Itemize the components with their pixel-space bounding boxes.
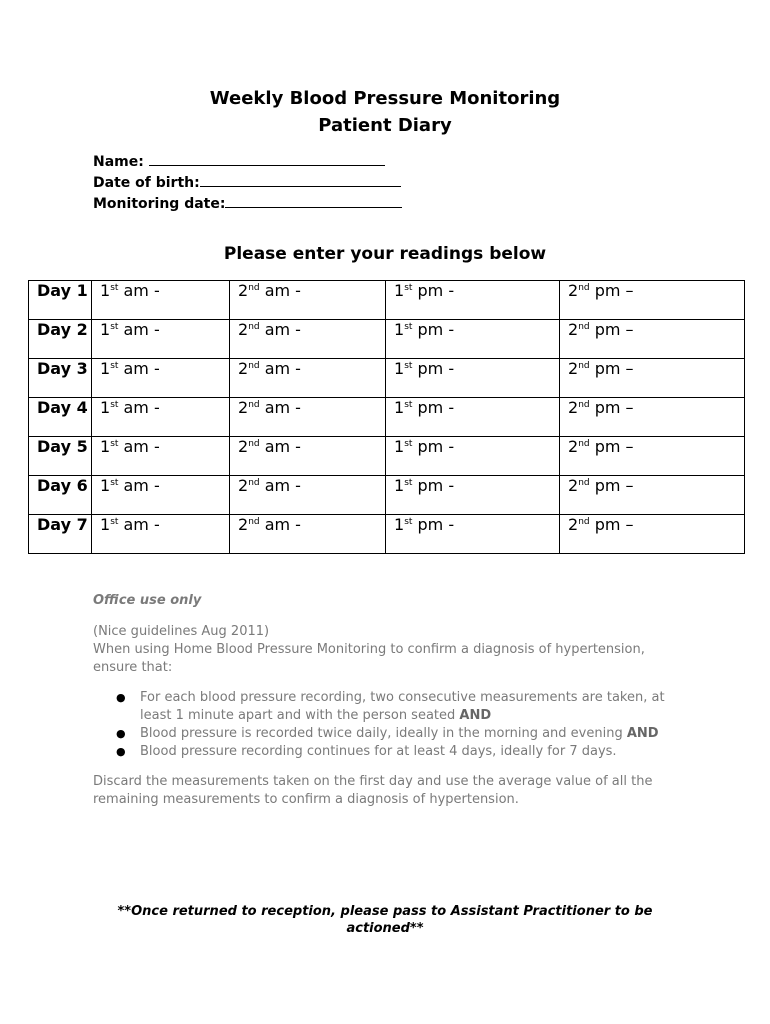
reading-ordinal: 1 (100, 398, 111, 417)
reading-ordinal-suffix: st (404, 478, 413, 488)
reading-ordinal-suffix: st (404, 439, 413, 449)
reading-ordinal: 1 (100, 476, 111, 495)
reading-period: am - (259, 359, 301, 378)
reading-ordinal-suffix: nd (578, 439, 590, 449)
reading-label (238, 320, 301, 340)
reading-ordinal: 2 (568, 515, 579, 534)
title-line-2: Patient Diary (318, 115, 452, 136)
bullet-icon: ● (116, 727, 126, 740)
reading-ordinal-suffix: nd (578, 400, 590, 410)
bullet-text: For each blood pressure recording, two consecutive measurements are taken, at least 1 minute apart and with the person seated (140, 690, 665, 723)
reading-label (568, 437, 634, 457)
reading-period: am - (118, 476, 160, 495)
reading-ordinal: 2 (568, 320, 579, 339)
reading-ordinal: 2 (238, 359, 249, 378)
reading-ordinal: 2 (238, 437, 249, 456)
reading-cell[interactable] (386, 320, 560, 359)
reading-cell[interactable] (560, 476, 745, 515)
reading-ordinal: 1 (100, 281, 111, 300)
reading-cell[interactable] (560, 359, 745, 398)
name-field[interactable] (149, 151, 385, 166)
reading-cell[interactable] (92, 437, 230, 476)
reading-label (238, 515, 301, 535)
reading-label (100, 437, 160, 457)
day-label: Day 3 (29, 359, 92, 398)
reading-ordinal: 1 (100, 359, 111, 378)
patient-details (93, 151, 402, 214)
reading-period: pm - (412, 476, 455, 495)
dob-label: Date of birth: (93, 175, 200, 191)
reading-ordinal-suffix: nd (578, 322, 590, 332)
readings-table (28, 280, 745, 554)
dob-field-row (93, 172, 402, 193)
reading-label (238, 437, 301, 457)
reading-ordinal: 2 (238, 281, 249, 300)
bullet-emphasis: AND (459, 708, 492, 723)
reading-ordinal-suffix: st (110, 400, 119, 410)
discard-note: Discard the measurements taken on the first day and use the average value of all the remaining measurements to confirm a diagnosis of hypertension. (93, 774, 653, 807)
reading-label (100, 476, 160, 496)
reading-ordinal-suffix: st (110, 517, 119, 527)
reading-label (238, 398, 301, 418)
reading-ordinal-suffix: nd (248, 283, 260, 293)
reading-ordinal-suffix: nd (578, 517, 590, 527)
reading-cell[interactable] (230, 398, 386, 437)
reading-ordinal-suffix: nd (248, 517, 260, 527)
reading-cell[interactable] (560, 320, 745, 359)
table-row (29, 515, 745, 554)
footer-note: **Once returned to reception, please pass to Assistant Practitioner to be actioned** (117, 904, 653, 936)
reading-cell[interactable] (230, 476, 386, 515)
reading-label (100, 281, 160, 301)
reading-period: am - (259, 281, 301, 300)
reading-period: am - (259, 515, 301, 534)
reading-cell[interactable] (230, 281, 386, 320)
reading-cell[interactable] (92, 359, 230, 398)
reading-period: am - (118, 359, 160, 378)
reading-label (394, 320, 454, 340)
reading-ordinal: 2 (238, 476, 249, 495)
reading-period: am - (118, 437, 160, 456)
table-row (29, 281, 745, 320)
title-line-1: Weekly Blood Pressure Monitoring (209, 88, 561, 109)
reading-period: pm - (412, 398, 455, 417)
reading-label (568, 359, 634, 379)
reading-period: am - (259, 476, 301, 495)
reading-ordinal-suffix: nd (578, 361, 590, 371)
reading-label (238, 281, 301, 301)
reading-ordinal: 1 (100, 437, 111, 456)
day-label: Day 7 (29, 515, 92, 554)
reading-period: pm - (412, 359, 455, 378)
reading-ordinal: 1 (394, 476, 405, 495)
reading-period: am - (118, 320, 160, 339)
reading-label (394, 359, 454, 379)
reading-ordinal-suffix: nd (248, 361, 260, 371)
reading-cell[interactable] (92, 398, 230, 437)
reading-ordinal: 2 (568, 476, 579, 495)
reading-label (394, 281, 454, 301)
reading-cell[interactable] (560, 398, 745, 437)
monitoring-date-label: Monitoring date: (93, 196, 226, 212)
reading-ordinal: 2 (238, 320, 249, 339)
guideline-ref-text: (Nice guidelines Aug 2011) (93, 624, 270, 639)
reading-cell[interactable] (230, 515, 386, 554)
reading-ordinal-suffix: nd (248, 478, 260, 488)
reading-period: pm – (589, 359, 634, 378)
reading-ordinal: 2 (568, 281, 579, 300)
bullet-text: Blood pressure recording continues for at least 4 days, ideally for 7 days. (140, 744, 617, 759)
reading-period: pm - (412, 281, 455, 300)
reading-ordinal: 2 (238, 515, 249, 534)
reading-ordinal-suffix: st (404, 400, 413, 410)
reading-ordinal-suffix: st (110, 478, 119, 488)
table-row (29, 398, 745, 437)
reading-label (568, 320, 634, 340)
reading-label (100, 398, 160, 418)
day-label: Day 6 (29, 476, 92, 515)
reading-period: pm – (589, 437, 634, 456)
reading-period: am - (118, 515, 160, 534)
reading-ordinal: 1 (394, 281, 405, 300)
reading-ordinal: 2 (568, 398, 579, 417)
readings-instruction: Please enter your readings below (223, 244, 547, 264)
reading-cell[interactable] (386, 437, 560, 476)
day-label: Day 4 (29, 398, 92, 437)
reading-ordinal: 2 (568, 359, 579, 378)
reading-cell[interactable] (230, 359, 386, 398)
bullet-emphasis: AND (626, 726, 659, 741)
list-item (116, 689, 683, 725)
reading-cell[interactable] (386, 515, 560, 554)
reading-ordinal-suffix: st (404, 322, 413, 332)
reading-cell[interactable] (386, 398, 560, 437)
reading-period: pm - (412, 515, 455, 534)
reading-ordinal: 1 (394, 320, 405, 339)
reading-label (238, 359, 301, 379)
reading-cell[interactable] (560, 515, 745, 554)
reading-label (238, 476, 301, 496)
reading-ordinal: 1 (394, 437, 405, 456)
list-item (116, 725, 683, 743)
reading-ordinal: 2 (238, 398, 249, 417)
reading-ordinal-suffix: st (404, 283, 413, 293)
dob-field[interactable] (200, 172, 401, 187)
reading-label (100, 359, 160, 379)
bullet-text: Blood pressure is recorded twice daily, ideally in the morning and evening (140, 726, 627, 741)
guideline-intro: When using Home Blood Pressure Monitoring to confirm a diagnosis of hypertension, ensure that: (93, 642, 645, 675)
table-row (29, 320, 745, 359)
reading-ordinal-suffix: nd (248, 322, 260, 332)
day-label: Day 5 (29, 437, 92, 476)
reading-period: pm - (412, 437, 455, 456)
reading-ordinal-suffix: st (110, 439, 119, 449)
guideline-reference (93, 623, 683, 677)
name-field-row (93, 151, 402, 172)
office-use-section (93, 592, 683, 821)
reading-period: pm – (589, 398, 634, 417)
reading-label (394, 437, 454, 457)
monitoring-date-field-row (93, 193, 402, 214)
reading-ordinal-suffix: st (110, 322, 119, 332)
reading-period: am - (118, 398, 160, 417)
monitoring-date-field[interactable] (225, 193, 402, 208)
name-label: Name: (93, 154, 149, 170)
bullet-icon: ● (116, 745, 126, 758)
reading-cell[interactable] (386, 359, 560, 398)
reading-cell[interactable] (92, 320, 230, 359)
reading-label (100, 320, 160, 340)
reading-ordinal-suffix: nd (578, 478, 590, 488)
reading-cell[interactable] (386, 476, 560, 515)
reading-cell[interactable] (560, 281, 745, 320)
bullet-icon: ● (116, 691, 126, 704)
reading-period: am - (259, 320, 301, 339)
reading-cell[interactable] (92, 515, 230, 554)
reading-period: pm - (412, 320, 455, 339)
day-label: Day 2 (29, 320, 92, 359)
reading-label (394, 398, 454, 418)
reading-ordinal-suffix: nd (578, 283, 590, 293)
reading-ordinal: 2 (568, 437, 579, 456)
office-use-heading: Office use only (93, 593, 202, 608)
reading-ordinal: 1 (394, 515, 405, 534)
reading-ordinal-suffix: nd (248, 400, 260, 410)
reading-label (568, 476, 634, 496)
list-item (116, 743, 683, 761)
reading-cell[interactable] (230, 320, 386, 359)
reading-period: am - (259, 437, 301, 456)
reading-ordinal-suffix: st (110, 283, 119, 293)
document-title (0, 85, 770, 139)
reading-cell[interactable] (386, 281, 560, 320)
reading-ordinal-suffix: nd (248, 439, 260, 449)
reading-ordinal-suffix: st (404, 361, 413, 371)
table-row (29, 476, 745, 515)
reading-ordinal: 1 (394, 398, 405, 417)
reading-label (100, 515, 160, 535)
table-row (29, 359, 745, 398)
day-label: Day 1 (29, 281, 92, 320)
reading-label (394, 476, 454, 496)
reading-ordinal-suffix: st (110, 361, 119, 371)
reading-label (568, 398, 634, 418)
reading-ordinal: 1 (100, 320, 111, 339)
reading-period: am - (259, 398, 301, 417)
reading-label (394, 515, 454, 535)
reading-period: am - (118, 281, 160, 300)
reading-cell[interactable] (560, 437, 745, 476)
table-row (29, 437, 745, 476)
guideline-list (93, 689, 683, 761)
reading-ordinal: 1 (394, 359, 405, 378)
reading-ordinal-suffix: st (404, 517, 413, 527)
reading-period: pm – (589, 515, 634, 534)
reading-period: pm – (589, 476, 634, 495)
reading-label (568, 281, 634, 301)
reading-period: pm – (589, 320, 634, 339)
reading-period: pm – (589, 281, 634, 300)
reading-ordinal: 1 (100, 515, 111, 534)
reading-cell[interactable] (92, 476, 230, 515)
reading-label (568, 515, 634, 535)
reading-cell[interactable] (230, 437, 386, 476)
reading-cell[interactable] (92, 281, 230, 320)
